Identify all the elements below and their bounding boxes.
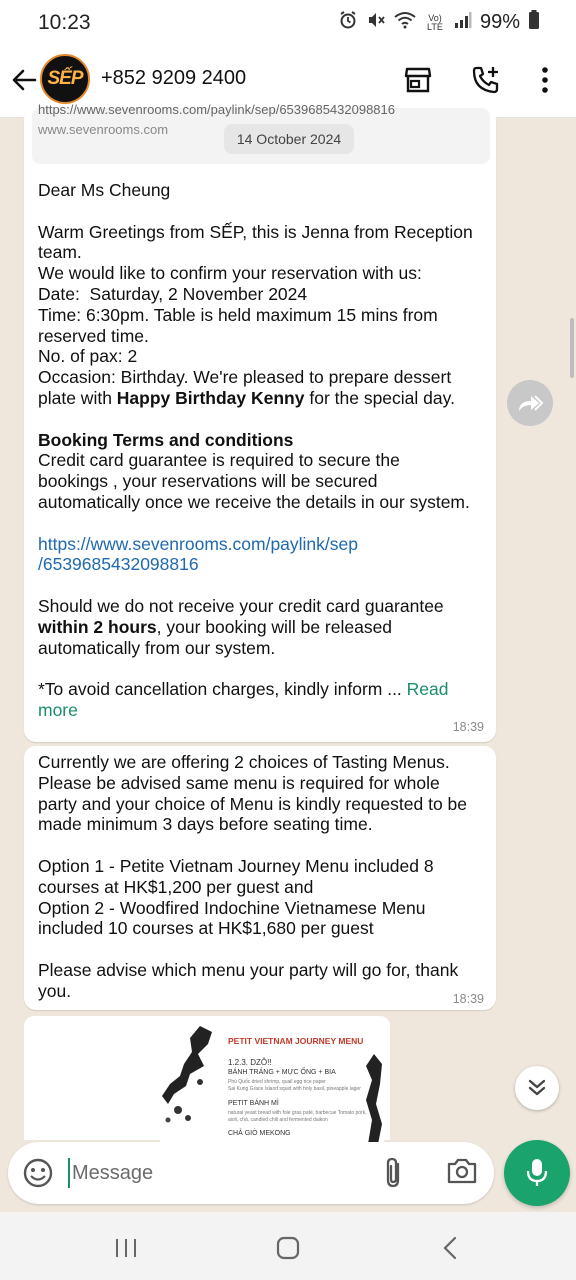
menu-line: Phú Quốc dried shrimp, quail egg rice paper <box>228 1079 326 1085</box>
arrow-left-icon <box>11 67 37 93</box>
menu-title: PETIT VIETNAM JOURNEY MENU <box>228 1036 364 1046</box>
date-chip: 14 October 2024 <box>224 124 354 154</box>
attach-button[interactable] <box>382 1156 414 1190</box>
catalog-button[interactable] <box>400 62 436 98</box>
voice-message-button[interactable] <box>504 1140 570 1206</box>
message-text: *To avoid cancellation charges, kindly inform ... <box>38 679 407 700</box>
volte-label: Vo) LTE <box>427 12 443 32</box>
status-bar <box>0 0 576 50</box>
more-vert-icon <box>541 67 549 93</box>
more-options-button[interactable] <box>527 62 563 98</box>
home-icon <box>276 1236 300 1260</box>
menu-line: CHẢ GIÒ MEKONG <box>228 1130 291 1137</box>
message-bubble-menus[interactable] <box>24 746 496 1010</box>
phone-plus-icon <box>471 65 501 95</box>
store-icon <box>404 67 432 93</box>
paperclip-icon <box>382 1156 406 1190</box>
message-line: Please advise which menu your party will go for, thank <box>38 959 459 980</box>
paylink-url[interactable] <box>24 534 496 576</box>
message-text: for the special day. <box>304 387 455 408</box>
recent-apps-button[interactable] <box>106 1232 146 1264</box>
menu-line: Sai Kung Grace Island squid with holy basil, pineapple lager <box>228 1086 361 1092</box>
terms-title: Booking Terms and conditions <box>38 429 294 450</box>
message-line: party and your choice of Menu is kindly requested to be <box>38 793 467 814</box>
recents-icon <box>114 1237 138 1259</box>
message-line: Currently we are offering 2 choices of Tasting Menus. <box>38 752 450 772</box>
camera-icon <box>446 1157 478 1185</box>
paylink-url-part[interactable]: /6539685432098816 <box>38 554 199 575</box>
message-line <box>24 679 496 700</box>
birthday-name: Happy Birthday Kenny <box>116 387 305 408</box>
message-line: team. <box>38 242 82 263</box>
message-line: Warm Greetings from SẾP, this is Jenna from Reception <box>38 221 473 242</box>
system-navigation-bar <box>0 1212 576 1280</box>
menu-image[interactable] <box>160 1024 384 1144</box>
message-line: automatically once we receive the details in our system. <box>38 491 470 512</box>
camera-button[interactable] <box>446 1157 480 1189</box>
back-button[interactable] <box>6 62 42 98</box>
message-input[interactable] <box>68 1158 368 1188</box>
image-message[interactable] <box>24 1016 390 1140</box>
menu-line: natural yeast bread with foie gras paté, barbecue Tomato pork, <box>228 1110 367 1116</box>
link-preview-url-full: https://www.sevenrooms.com/paylink/sep/6539685432098816 <box>38 102 395 117</box>
message-line: you. <box>38 980 72 1001</box>
message-time: 18:39 <box>452 720 484 734</box>
message-line: bookings , your reservations will be secured <box>38 471 378 492</box>
contact-name[interactable]: +852 9209 2400 <box>101 67 247 89</box>
double-chevron-down-icon <box>526 1077 548 1099</box>
message-line: courses at HK$1,200 per guest and <box>38 876 314 897</box>
paylink-url-part[interactable]: https://www.sevenrooms.com/paylink/sep <box>38 533 358 554</box>
add-call-button[interactable] <box>468 62 504 98</box>
status-time: 10:23 <box>38 11 91 34</box>
message-line: We would like to confirm your reservation with us: <box>38 263 422 284</box>
link-preview-domain: www.sevenrooms.com <box>38 122 169 137</box>
microphone-icon <box>526 1158 548 1188</box>
message-line: Date: Saturday, 2 November 2024 <box>38 283 308 304</box>
message-text: plate with <box>38 387 117 408</box>
message-greeting: Dear Ms Cheung <box>38 180 171 200</box>
emoji-icon <box>22 1157 54 1189</box>
menu-line: BÁNH TRÁNG + MỰC ỐNG + BIA <box>228 1069 336 1076</box>
message-line: made minimum 3 days before seating time. <box>38 814 373 835</box>
read-more-link[interactable]: more <box>38 699 78 720</box>
contact-avatar[interactable]: SẾP <box>40 54 90 104</box>
read-more-link[interactable]: Read <box>406 679 449 700</box>
wifi-icon <box>394 11 416 34</box>
scroll-indicator[interactable] <box>570 318 574 378</box>
back-nav-button[interactable] <box>430 1232 470 1264</box>
battery-percent: 99% <box>479 11 520 33</box>
forward-button[interactable] <box>507 380 553 426</box>
message-line: Option 2 - Woodfired Indochine Vietnamese Menu <box>38 897 426 918</box>
message-line: Option 1 - Petite Vietnam Journey Menu included 8 <box>38 855 434 876</box>
message-line: reserved time. <box>38 325 149 346</box>
battery-icon <box>528 10 540 35</box>
chat-area[interactable] <box>0 102 576 1140</box>
message-line: included 10 courses at HK$1,680 per guest <box>38 918 374 939</box>
message-composer <box>8 1142 494 1204</box>
home-button[interactable] <box>268 1232 308 1264</box>
emoji-button[interactable] <box>22 1157 54 1189</box>
message-bubble-reservation[interactable] <box>24 102 496 742</box>
menu-line: aioli, chả, candied chili and fermented daikon <box>228 1117 328 1123</box>
map-illustration <box>160 1024 220 1134</box>
menu-line: 1.2.3. DZÔ!! <box>228 1058 272 1067</box>
menu-line: PETIT BÁNH MÌ <box>228 1100 279 1107</box>
message-line: Please be advised same menu is required for whole <box>38 772 440 793</box>
message-text: , your booking will be released <box>156 616 393 637</box>
deadline-text: within 2 hours <box>38 616 157 637</box>
status-icons <box>338 10 540 35</box>
message-line <box>24 388 496 409</box>
mute-icon <box>366 10 386 35</box>
forward-icon <box>517 393 543 413</box>
message-line: No. of pax: 2 <box>38 346 138 367</box>
chevron-left-icon <box>442 1236 458 1260</box>
message-line <box>24 617 496 638</box>
message-line: automatically from our system. <box>38 637 276 658</box>
alarm-icon <box>338 10 358 35</box>
scroll-to-bottom-button[interactable] <box>515 1066 559 1110</box>
message-line: Credit card guarantee is required to secure the <box>38 450 400 471</box>
message-line: Occasion: Birthday. We're pleased to prepare dessert <box>38 367 452 388</box>
message-line: Should we do not receive your credit card guarantee <box>38 595 444 616</box>
message-time: 18:39 <box>452 992 484 1006</box>
signal-icon <box>454 11 472 34</box>
message-line: Time: 6:30pm. Table is held maximum 15 mins from <box>38 304 438 325</box>
